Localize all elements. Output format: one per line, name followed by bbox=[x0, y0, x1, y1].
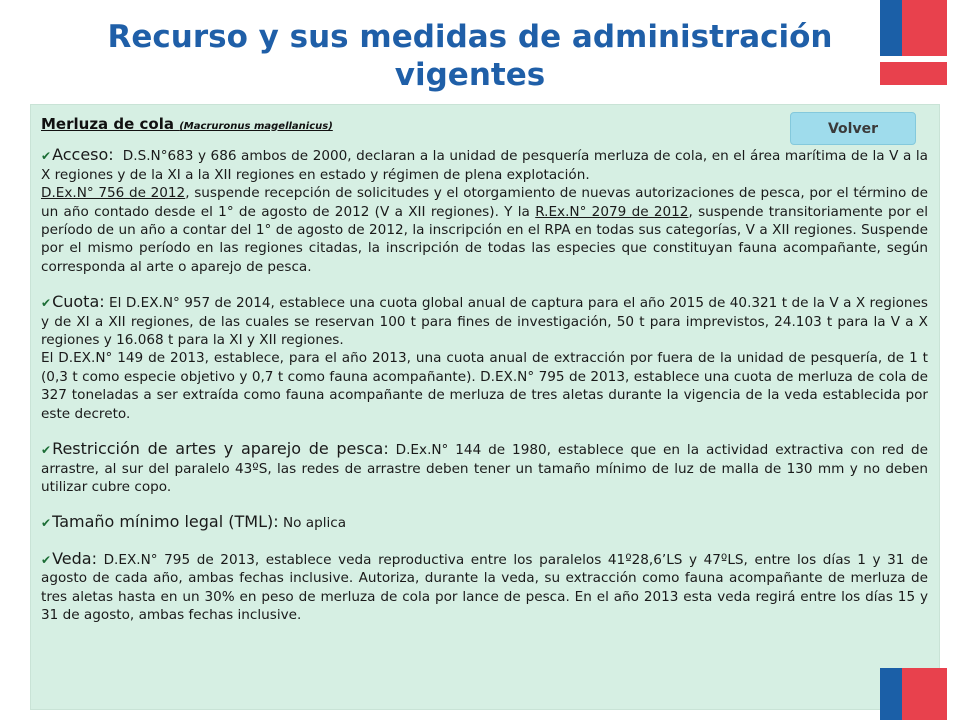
document-body bbox=[41, 112, 928, 641]
species-heading bbox=[41, 115, 928, 136]
corner-red-block bbox=[902, 668, 947, 720]
acceso-text-2a: , suspende recepción de solicitudes y el otorgamiento de nuevas autorizaciones de pesca, por el término de un año contado desde el 1° de agosto de 2012 (V a XII regiones). Y la bbox=[41, 185, 928, 220]
acceso-paragraph bbox=[41, 146, 928, 184]
section-cuota bbox=[41, 293, 928, 423]
checkmark-icon: ✔ bbox=[41, 516, 52, 531]
restriccion-text: D.Ex.N° 144 de 1980, establece que en la actividad extractiva con red de arrastre, al sur del paralelo 43ºS, las redes de arrastre deben tener un tamaño mínimo de luz de malla de 130 mm y no deben utilizar cubre copo. bbox=[41, 442, 929, 495]
cuota-heading: Cuota: bbox=[52, 292, 105, 312]
veda-heading: Veda: bbox=[52, 548, 97, 568]
section-restriccion bbox=[41, 440, 928, 496]
acceso-heading: Acceso: bbox=[52, 145, 114, 165]
corner-flag-logo bbox=[880, 668, 947, 720]
decree-link-2079[interactable]: R.Ex.N° 2079 de 2012 bbox=[535, 203, 689, 220]
tml-paragraph bbox=[41, 513, 928, 532]
cuota-paragraph bbox=[41, 293, 928, 349]
cuota-text: El D.EX.N° 957 de 2014, establece una cuota global anual de captura para el año 2015 de 40.321 t de la V a X regiones y de XI a XII regiones, de las cuales se reservan 100 t para fines de investigación, 50 t para imprevistos, 24.103 t para la V a X regiones y 16.068 t para la XI y XII regiones. bbox=[41, 295, 928, 349]
restriccion-paragraph bbox=[41, 440, 928, 496]
flag-blue-stripe bbox=[880, 0, 902, 56]
chile-flag-logo bbox=[880, 0, 947, 85]
tml-text: No aplica bbox=[282, 515, 347, 532]
restriccion-heading: Restricción de artes y aparejo de pesca: bbox=[52, 439, 389, 459]
decree-link-756[interactable]: D.Ex.N° 756 de 2012 bbox=[41, 185, 186, 202]
acceso-paragraph-2 bbox=[41, 184, 928, 276]
tml-heading: Tamaño mínimo legal (TML): bbox=[52, 512, 279, 532]
section-acceso bbox=[41, 146, 928, 276]
section-tml bbox=[41, 513, 928, 532]
veda-text: D.EX.N° 795 de 2013, establece veda reproductiva entre los paralelos 41º28,6’LS y 47ºLS, entre los días 1 y 31 de agosto de cada año, ambas fechas inclusive. Autoriza, durante la veda, su extracción como fauna acompañante de merluza de tres aletas hasta en un 30% en peso de merluza de cola por lance de pesca. En el año 2013 esta veda regirá entre los días 15 y 31 de agosto, ambas fechas inclusive. bbox=[41, 551, 928, 623]
acceso-text-2b: , suspende transitoriamente por el período de un año a contar del 1° de agosto de 2012, la inscripción en el RPA en todas sus categorías, V a XII regiones. Suspende por el mismo período en las regiones citadas, la inscripción de todas las especies que constituyan fauna acompañante, según corresponda al arte o aparejo de pesca. bbox=[41, 203, 929, 275]
checkmark-icon: ✔ bbox=[41, 552, 52, 567]
flag-red-stripe bbox=[880, 62, 947, 85]
page-title: Recurso y sus medidas de administración vigentes bbox=[107, 19, 833, 93]
checkmark-icon: ✔ bbox=[41, 443, 52, 458]
cuota-paragraph-2: El D.EX.N° 149 de 2013, establece, para el año 2013, una cuota anual de extracción por fuera de la unidad de pesquería, de 1 t (0,3 t como especie objetivo y 0,7 t como fauna acompañante). D.EX.N° 795 de 2013, establece una cuota de merluza de cola de 327 toneladas a ser extraída como fauna acompañante de merluza de tres aletas durante la vigencia de la veda establecida por este decreto. bbox=[41, 350, 928, 422]
back-button[interactable]: Volver bbox=[790, 112, 916, 145]
checkmark-icon: ✔ bbox=[41, 296, 52, 311]
veda-paragraph bbox=[41, 550, 928, 625]
checkmark-icon: ✔ bbox=[41, 149, 52, 164]
section-veda bbox=[41, 550, 928, 625]
right-margin bbox=[940, 104, 960, 710]
corner-blue-block bbox=[880, 668, 902, 720]
species-scientific-name: (Macruronus magellanicus) bbox=[179, 121, 333, 132]
species-name: Merluza de cola bbox=[41, 115, 174, 133]
acceso-text: D.S.N°683 y 686 ambos de 2000, declaran a la unidad de pesquería merluza de cola, en el área marítima de la V a la X regiones y de la XI a la XII regiones en estado y régimen de plena explotación. bbox=[41, 148, 928, 183]
